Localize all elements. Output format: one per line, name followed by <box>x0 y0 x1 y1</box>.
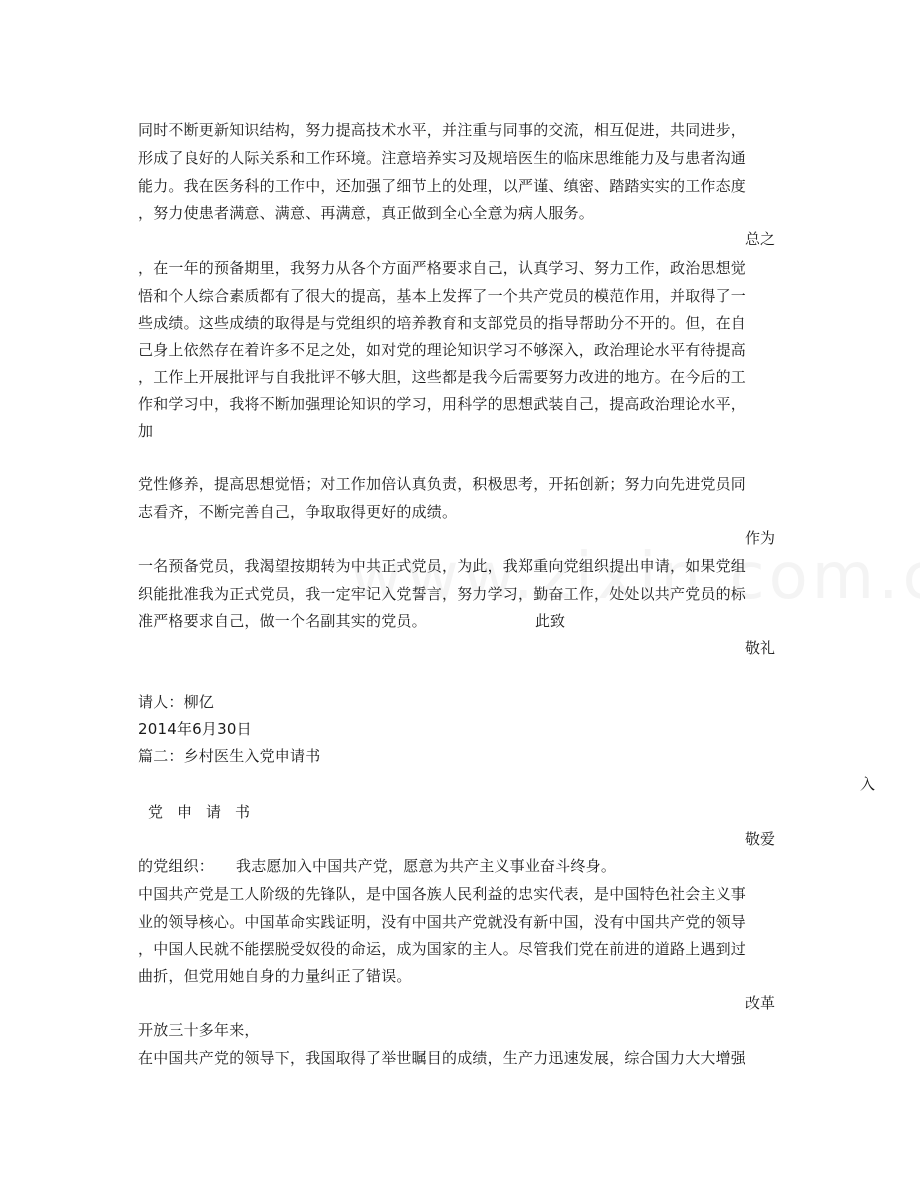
right-aligned-word: 改革 <box>745 994 776 1012</box>
text-line: 业的领导核心。中国革命实践证明，没有中国共产党就没有新中国，没有中国共产党的领导 <box>138 913 747 931</box>
text-line <box>138 856 616 876</box>
text-line: ，工作上开展批评与自我批评不够大胆，这些都是我今后需要努力改进的地方。在今后的工 <box>138 368 747 386</box>
text-line: 些成绩。这些成绩的取得是与党组织的培养教育和支部党员的指导帮助分不开的。但，在自 <box>138 314 747 332</box>
text-line: 己身上依然存在着许多不足之处，如对党的理论知识学习不够深入，政治理论水平有待提高 <box>138 341 747 359</box>
text-line: 形成了良好的人际关系和工作环境。注意培养实习及规培医生的临床思维能力及与患者沟通 <box>138 149 747 167</box>
right-aligned-word: 敬爱 <box>745 830 776 848</box>
date-line: 2014年6月30日 <box>138 720 252 738</box>
text-line: 在中国共产党的领导下，我国取得了举世瞩目的成绩，生产力迅速发展，综合国力大大增强 <box>138 1049 747 1067</box>
text-line: 曲折，但党用她自身的力量纠正了错误。 <box>138 967 412 985</box>
text-line: 党性修养，提高思想觉悟；对工作加倍认真负责，积极思考，开拓创新；努力向先进党员同 <box>138 475 747 493</box>
text-line: ，在一年的预备期里，我努力从各个方面严格要求自己，认真学习、努力工作，政治思想觉 <box>138 259 747 277</box>
salutation: 敬礼 <box>745 639 776 657</box>
section-title: 篇二：乡村医生入党申请书 <box>138 747 321 765</box>
heading-continuation: 党申请书 <box>148 803 265 821</box>
closing-phrase: 此致 <box>535 612 566 630</box>
right-aligned-word: 作为 <box>745 529 776 547</box>
text-line: 准严格要求自己，做一个名副其实的党员。 <box>138 612 427 630</box>
text-line: 同时不断更新知识结构，努力提高技术水平，并注重与同事的交流，相互促进，共同进步， <box>138 121 747 139</box>
text-line: 悟和个人综合素质都有了很大的提高，基本上发挥了一个共产党员的模范作用，并取得了一 <box>138 287 747 305</box>
text-line: ，努力使患者满意、满意、再满意，真正做到全心全意为病人服务。 <box>138 204 595 222</box>
addressee: 的党组织： <box>138 857 215 875</box>
pledge-text: 我志愿加入中国共产党，愿意为共产主义事业奋斗终身。 <box>236 857 617 875</box>
text-line: 加 <box>138 422 154 440</box>
text-line: ，中国人民就不能摆脱受奴役的命运，成为国家的主人。尽管我们党在前进的道路上遇到过 <box>138 940 747 958</box>
text-line: 志看齐，不断完善自己，争取取得更好的成绩。 <box>138 503 458 521</box>
text-line: 一名预备党员，我渴望按期转为中共正式党员，为此，我郑重向党组织提出申请，如果党组 <box>138 557 747 575</box>
right-aligned-word: 总之 <box>745 230 776 248</box>
text-line: 能力。我在医务科的工作中，还加强了细节上的处理，以严谨、缜密、踏踏实实的工作态度 <box>138 177 747 195</box>
text-line: 开放三十多年来， <box>138 1021 260 1039</box>
text-line: 作和学习中，我将不断加强理论知识的学习，用科学的思想武装自己，提高政治理论水平， <box>138 395 747 413</box>
signer-line: 请人：柳亿 <box>138 693 215 711</box>
text-line: 织能批准我为正式党员，我一定牢记入党誓言，努力学习，勤奋工作，处处以共产党员的标 <box>138 585 747 603</box>
wrapped-heading-char: 入 <box>860 775 876 793</box>
text-line: 中国共产党是工人阶级的先锋队，是中国各族人民利益的忠实代表，是中国特色社会主义事 <box>138 885 747 903</box>
